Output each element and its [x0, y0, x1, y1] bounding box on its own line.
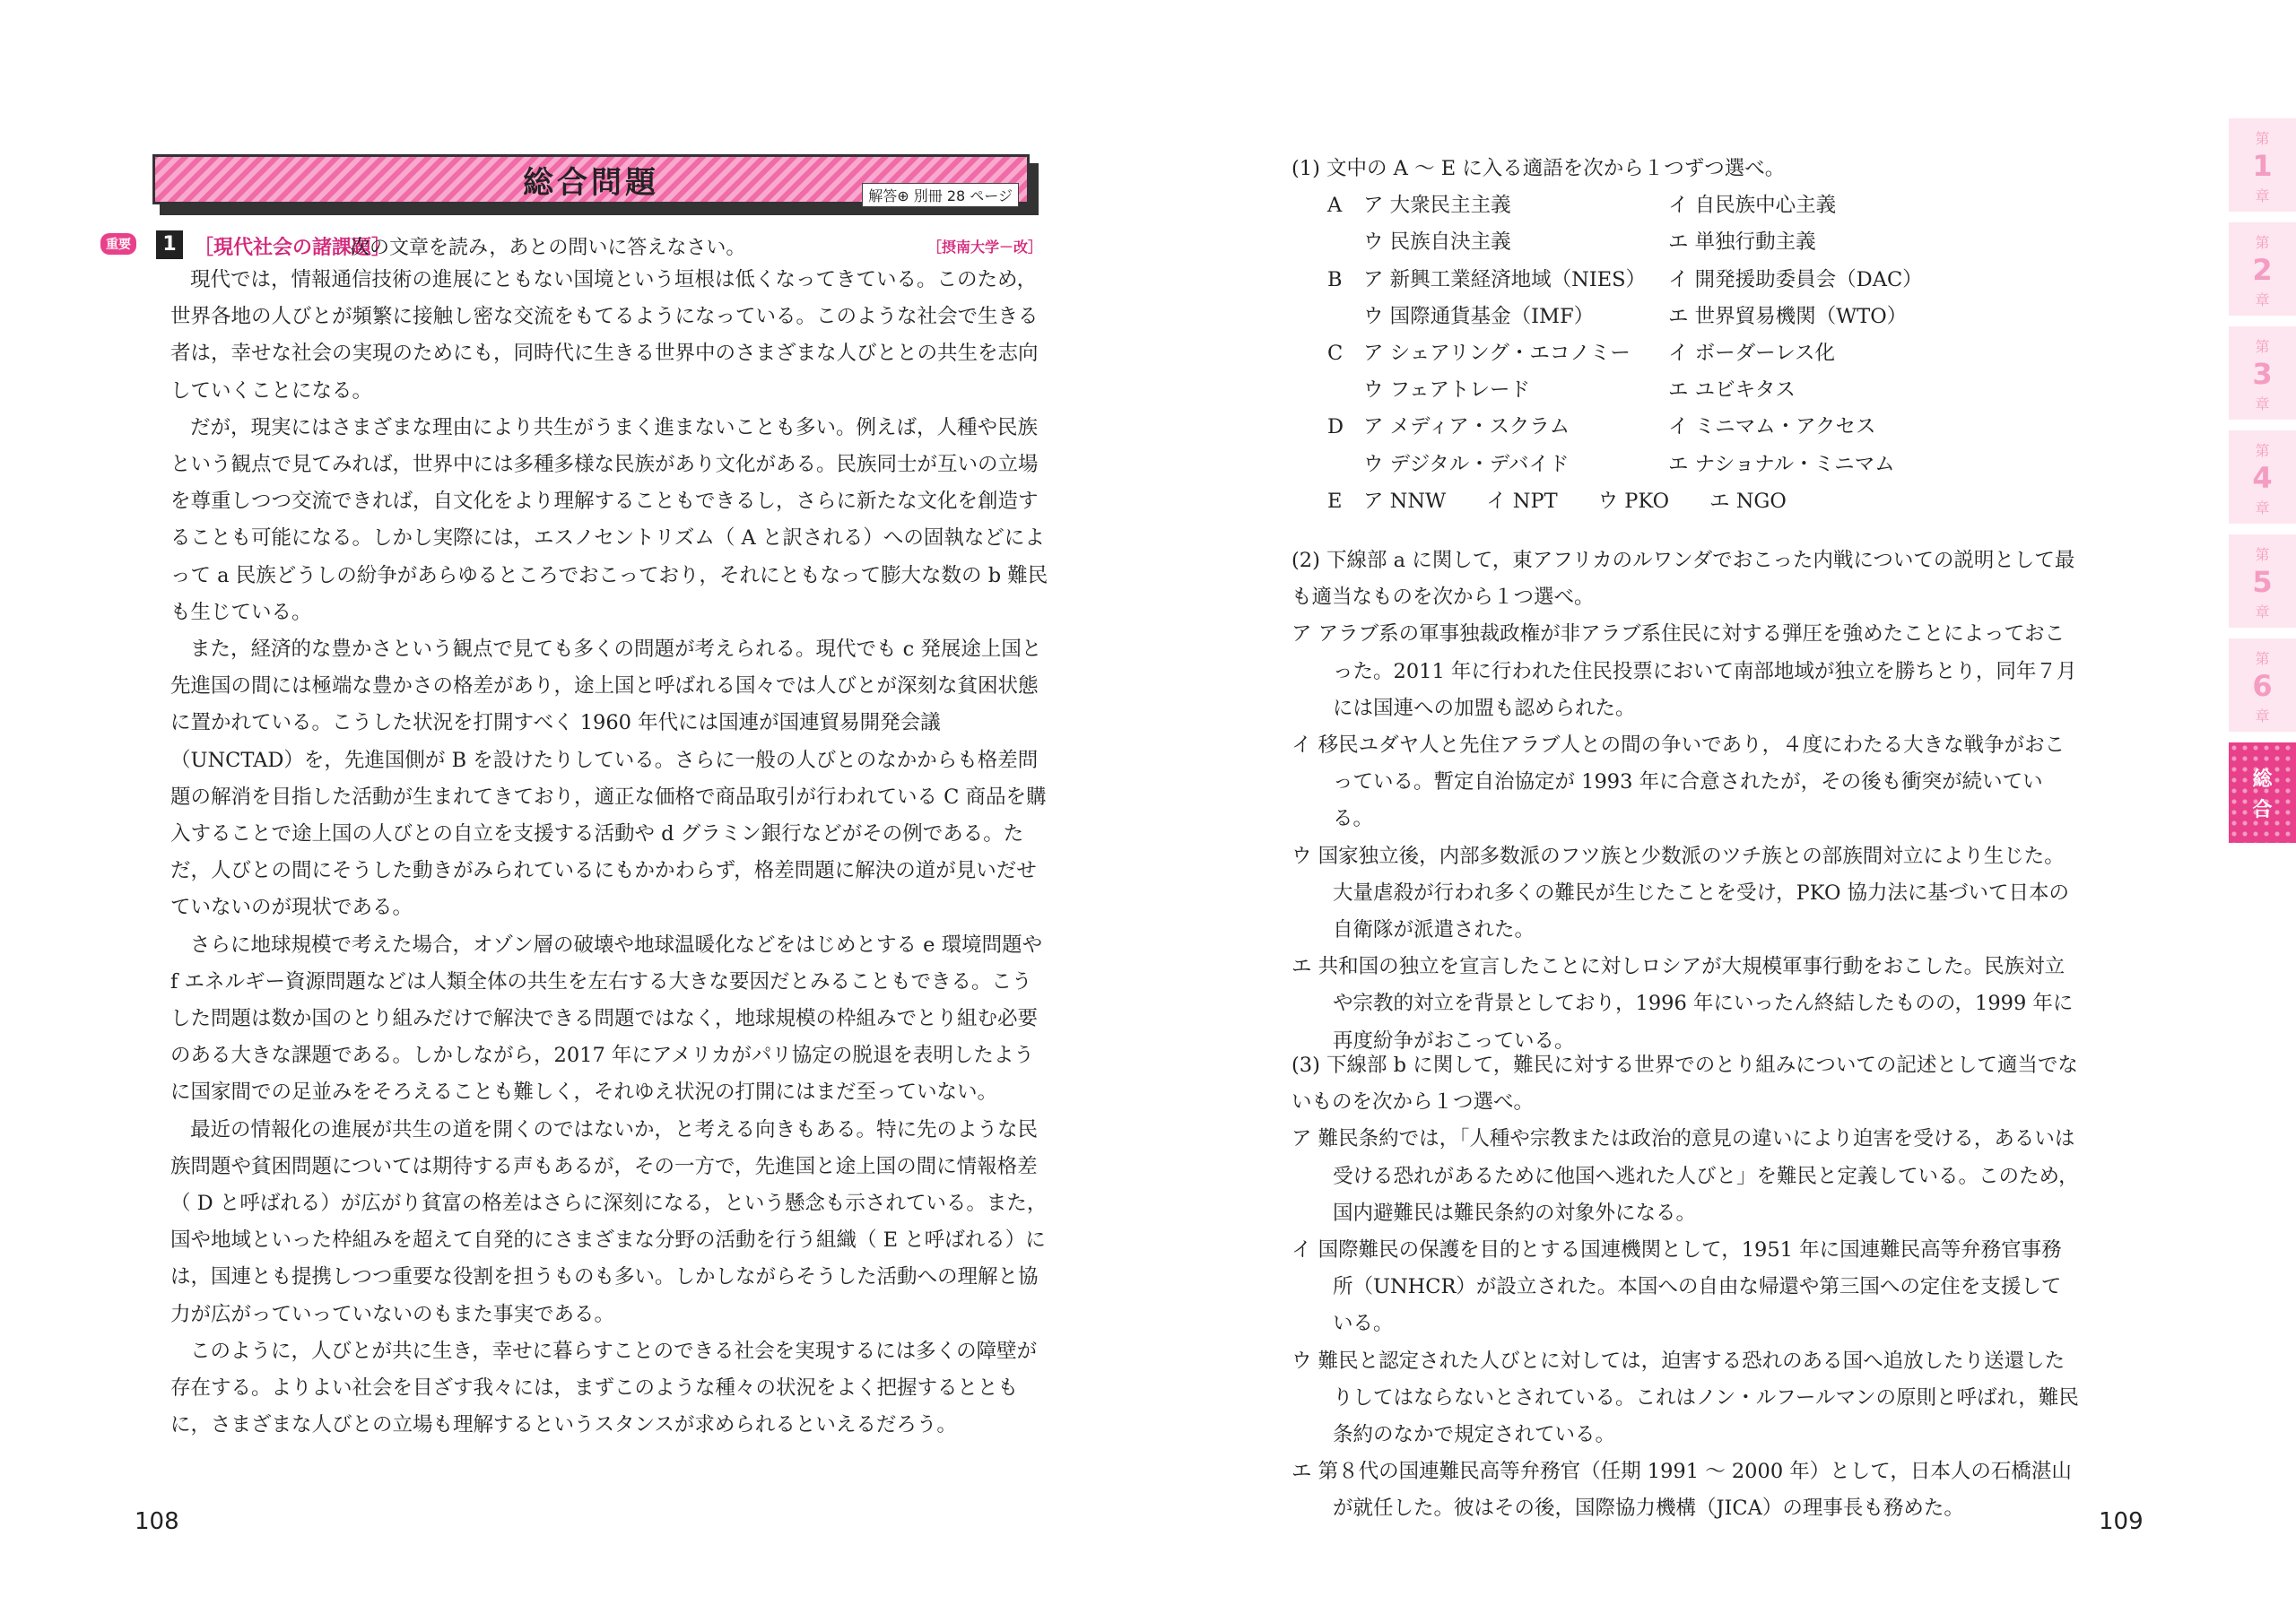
- option-a: ウ フェアトレード: [1363, 378, 1531, 403]
- option-a: ウ デジタル・デバイド: [1363, 452, 1570, 476]
- tab-label-bottom: 章: [2255, 499, 2270, 516]
- option-letter: [1327, 372, 1363, 409]
- tab-label-bottom: 章: [2255, 707, 2270, 725]
- tab-number: 5: [2252, 565, 2273, 599]
- option-b: イ 自民族中心主義: [1668, 194, 1837, 218]
- choice-item: ア 難民条約では，「人種や宗教または政治的意見の違いにより迫害を受ける，あるいは受ける恐れがあるために他国へ逃れた人びと」を難民と定義している。このため，国内避難民は難民条約の対象外になる。: [1292, 1127, 2079, 1225]
- tab-label-bottom: 章: [2255, 395, 2270, 412]
- tab-label-top: 第: [2255, 338, 2270, 355]
- question-2-head: (2) 下線部 a に関して，東アフリカのルワンダでおこった内戦についての説明として最も適当なものを次から１つ選べ。: [1292, 549, 2075, 610]
- tab-label-top: 第: [2255, 650, 2270, 667]
- question-1-options: [1327, 187, 2081, 520]
- option-b: エ ユビキタス: [1668, 378, 1796, 403]
- passage: [170, 262, 1049, 1445]
- choice-item: ウ 難民と認定された人びとに対しては，迫害する恐れのある国へ追放したり送還したりしてはならないとされている。これはノン・ルフールマンの原則と呼ばれ，難民条約のなかで規定されている。: [1292, 1349, 2079, 1447]
- option-row: [1327, 447, 2081, 483]
- page-number-right: 109: [2099, 1508, 2144, 1535]
- option-a: ウ 国際通貨基金（IMF）: [1363, 304, 1595, 328]
- choice-item: エ 共和国の独立を宣言したことに対しロシアが大規模軍事行動をおこした。民族対立や宗教的対立を背景としており，1996 年にいったん終結したものの，1999 年に再度紛争がおこっている。: [1292, 955, 2074, 1053]
- option-letter: C: [1327, 342, 1344, 366]
- tab-label-bottom: 章: [2255, 291, 2270, 308]
- passage-paragraph: 最近の情報化の進展が共生の道を開くのではないか，と考える向きもある。特に先のような民族問題や貧困問題については期待する声もあるが，その一方で，先進国と途上国の間に情報格差（ D と呼ばれる）が広がり貧富の格差はさらに深刻になる，という懸念も示されている。また，国や地域といった枠組みを超えて自発的にさまざまな分野の活動を行う組織（ E と呼ばれる）には，国連とも提携しつつ重要な役割を担うものも多い。しかしながらそうした活動への理解と協力が広がっていっていないのもまた事実である。: [170, 1117, 1048, 1326]
- tab-label-top: 第: [2255, 442, 2270, 459]
- option-letter: [1327, 447, 1363, 483]
- question-3: [1292, 1047, 2081, 1528]
- option-row: [1327, 299, 2081, 335]
- tab-chapter-1[interactable]: [2229, 118, 2296, 212]
- tab-chapter-5[interactable]: [2229, 534, 2296, 628]
- question-number: 1: [156, 230, 183, 259]
- tab-chapter-2[interactable]: [2229, 222, 2296, 316]
- option-row: [1327, 335, 2081, 372]
- question-topic: ［現代社会の諸課題］: [194, 237, 392, 259]
- tab-label-top: 第: [2255, 130, 2270, 147]
- tab-number: 1: [2252, 149, 2273, 183]
- option-a: ア メディア・スクラム: [1363, 415, 1570, 439]
- option-letter: [1327, 224, 1363, 261]
- tab-label-bottom: 章: [2255, 603, 2270, 621]
- option-row: [1327, 372, 2081, 409]
- option-a: ア 大衆民主主義: [1363, 194, 1511, 218]
- tab-chapter-3[interactable]: [2229, 326, 2296, 420]
- choice-item: エ 第８代の国連難民高等弁務官（任期 1991 ～ 2000 年）として，日本人の石橋湛山が就任した。彼はその後，国際協力機構（JICA）の理事長も務めた。: [1292, 1460, 2072, 1521]
- option-row: [1327, 187, 2081, 224]
- answer-reference: 解答⊕ 別冊 28 ページ: [862, 183, 1019, 207]
- choice-item: ア アラブ系の軍事独裁政権が非アラブ系住民に対する弾圧を強めたことによっておこった。2011 年に行われた住民投票において南部地域が独立を勝ちとり，同年７月には国連への加盟も認められた。: [1292, 622, 2077, 720]
- question-source: ［摂南大学－改］: [926, 239, 1042, 256]
- tab-number: 6: [2252, 669, 2273, 703]
- passage-paragraph: 現代では，情報通信技術の進展にともない国境という垣根は低くなってきている。このため，世界各地の人びとが頻繁に接触し密な交流をもてるようになっている。このような社会で生きる者は，幸せな社会の実現のためにも，同時代に生きる世界中のさまざまな人びととの共生を志向していくことになる。: [170, 268, 1039, 403]
- option-row: [1327, 409, 2081, 446]
- option-letter: [1327, 299, 1363, 335]
- tab-label-bottom: 合: [2252, 799, 2273, 821]
- option-a: ウ 民族自決主義: [1363, 230, 1511, 255]
- choice-item: ウ 国家独立後，内部多数派のフツ族と少数派のツチ族との部族間対立により生じた。大量虐殺が行われ多くの難民が生じたことを受け，PKO 協力法に基づいて日本の自衛隊が派遣された。: [1292, 844, 2070, 942]
- option-b: イ 開発援助委員会（DAC）: [1668, 267, 1923, 291]
- passage-paragraph: さらに地球規模で考えた場合，オゾン層の破壊や地球温暖化などをはじめとする e 環境問題や f エネルギー資源問題などは人類全体の共生を左右する大きな要因だとみることもできる。こうした問題は数か国のとり組みだけで解決できる問題ではなく，地球規模の枠組みでとり組む必要のある大きな課題である。しかしながら，2017 年にアメリカがパリ協定の脱退を表明したように国家間での足並みをそろえることも難しく，それゆえ状況の打開にはまだ至っていない。: [170, 933, 1043, 1105]
- passage-paragraph: また，経済的な豊かさという観点で見ても多くの問題が考えられる。現代でも c 発展途上国と先進国の間には極端な豊かさの格差があり，途上国と呼ばれる国々では人びとが深刻な貧困状態に置かれている。こうした状況を打開すべく 1960 年代には国連が国連貿易開発会議（UNCTAD）を，先進国側が B を設けたりしている。さらに一般の人びとのなかからも格差問題の解消を目指した活動が生まれてきており，適正な価格で商品取引が行われている C 商品を購入することで途上国の人びとの自立を支援する活動や d グラミン銀行などがその例である。ただ，人びとの間にそうした動きがみられているにもかかわらず，格差問題に解決の道が見いだせていないのが現状である。: [170, 638, 1047, 920]
- option-b: エ 単独行動主義: [1668, 230, 1816, 255]
- option-letter: D: [1327, 415, 1344, 439]
- passage-paragraph: だが，現実にはさまざまな理由により共生がうまく進まないことも多い。例えば，人種や民族という観点で見てみれば，世界中には多種多様な民族があり文化がある。民族同士が互いの立場を尊重しつつ交流できれば，自文化をより理解することもできるし，さらに新たな文化を創造することも可能になる。しかし実際には，エスノセントリズム（ A と訳される）への固執などによって a 民族どうしの紛争があらゆるところでおこっており，それにともなって膨大な数の b 難民も生じている。: [170, 415, 1048, 624]
- important-badge: 重要: [100, 233, 136, 255]
- page-number-left: 108: [135, 1508, 179, 1535]
- option-b: エ 世界貿易機関（WTO）: [1668, 304, 1908, 328]
- question-1-head: (1) 文中の A ～ E に入る適語を次から１つずつ選べ。: [1292, 157, 1786, 180]
- option-b: エ ナショナル・ミニマム: [1668, 452, 1895, 476]
- tab-label-top: 総: [2252, 768, 2273, 791]
- page-title: 総合問題: [523, 165, 659, 201]
- chapter-tabs: [2229, 118, 2296, 854]
- question-2: [1292, 542, 2081, 1060]
- tab-comprehensive[interactable]: [2229, 742, 2296, 843]
- tab-label-top: 第: [2255, 234, 2270, 251]
- option-row: [1327, 262, 2081, 299]
- option-a: ア シェアリング・エコノミー: [1363, 342, 1631, 366]
- option-a: ア NNW イ NPT ウ PKO エ NGO: [1363, 489, 1787, 513]
- tab-label-bottom: 章: [2255, 187, 2270, 204]
- question-instruction: 次の文章を読み，あとの問いに答えなさい。: [350, 237, 746, 259]
- option-b: イ ミニマム・アクセス: [1668, 415, 1876, 439]
- option-row: [1327, 483, 2081, 520]
- choice-item: イ 国際難民の保護を目的とする国連機関として，1951 年に国連難民高等弁務官事務所（UNHCR）が設立された。本国への自由な帰還や第三国への定住を支援している。: [1292, 1238, 2062, 1336]
- question-1: [1292, 151, 2081, 520]
- option-a: ア 新興工業経済地域（NIES）: [1363, 267, 1647, 291]
- option-b: イ ボーダーレス化: [1668, 342, 1836, 366]
- tab-chapter-6[interactable]: [2229, 638, 2296, 732]
- tab-label-top: 第: [2255, 546, 2270, 563]
- tab-number: 3: [2252, 357, 2273, 391]
- tab-chapter-4[interactable]: [2229, 430, 2296, 524]
- option-letter: B: [1327, 267, 1343, 291]
- option-letter: E: [1327, 489, 1343, 513]
- question-3-head: (3) 下線部 b に関して，難民に対する世界でのとり組みについての記述として適当でないものを次から１つ選べ。: [1292, 1054, 2078, 1115]
- passage-paragraph: このように，人びとが共に生き，幸せに暮らすことのできる社会を実現するには多くの障壁が存在する。よりよい社会を目ざす我々には，まずこのような種々の状況をよく把握するとともに，さまざまな人びとの立場も理解するというスタンスが求められるといえるだろう。: [170, 1339, 1038, 1437]
- option-letter: A: [1327, 194, 1343, 218]
- tab-number: 2: [2252, 253, 2273, 287]
- question-header: [100, 230, 1042, 261]
- right-page: [1148, 0, 2296, 1623]
- choice-item: イ 移民ユダヤ人と先住アラブ人との間の争いであり，４度にわたる大きな戦争がおこっている。暫定自治協定が 1993 年に合意されたが，その後も衝突が続いている。: [1292, 733, 2066, 831]
- tab-number: 4: [2252, 461, 2273, 495]
- option-row: [1327, 224, 2081, 261]
- title-banner: [152, 154, 1040, 215]
